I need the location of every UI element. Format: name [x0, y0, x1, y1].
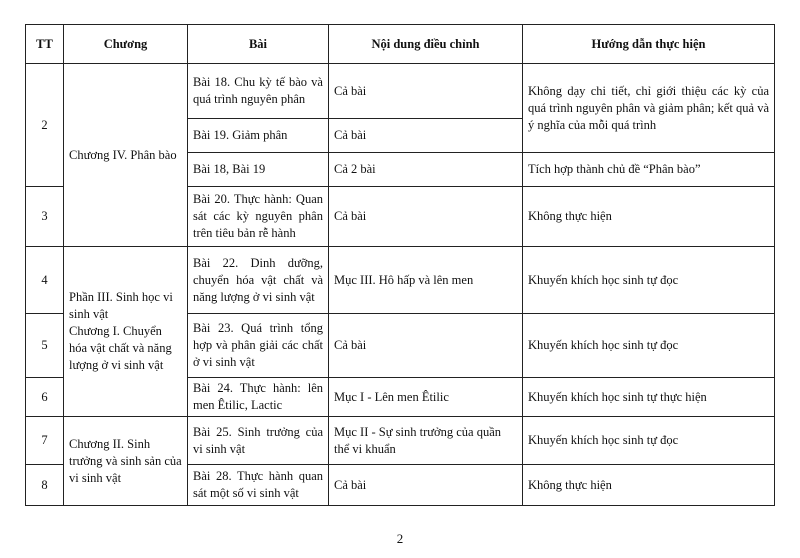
cell-noi-dung: Cả bài	[329, 64, 523, 119]
cell-tt: 8	[26, 465, 64, 506]
cell-chuong: Phần III. Sinh học vi sinh vật Chương I. Chuyển hóa vật chất và năng lượng ở vi sinh vật	[64, 247, 188, 417]
cell-noi-dung: Cả bài	[329, 119, 523, 153]
cell-huong-dan: Tích hợp thành chủ đề “Phân bào”	[523, 153, 775, 187]
adjustment-table	[25, 24, 775, 506]
cell-huong-dan: Không dạy chi tiết, chỉ giới thiệu các kỳ của quá trình nguyên phân và giảm phân; kết quả và ý nghĩa của mỗi quá trình	[523, 64, 775, 153]
cell-noi-dung: Cả bài	[329, 465, 523, 506]
cell-bai: Bài 18. Chu kỳ tế bào và quá trình nguyên phân	[188, 64, 329, 119]
cell-bai: Bài 22. Dinh dưỡng, chuyển hóa vật chất và năng lượng ở vi sinh vật	[188, 247, 329, 314]
cell-noi-dung: Cả 2 bài	[329, 153, 523, 187]
header-tt: TT	[26, 25, 64, 64]
cell-huong-dan: Khuyến khích học sinh tự đọc	[523, 417, 775, 465]
table-row	[26, 417, 775, 465]
table-row	[26, 247, 775, 314]
cell-huong-dan: Khuyến khích học sinh tự đọc	[523, 247, 775, 314]
cell-huong-dan: Không thực hiện	[523, 187, 775, 247]
header-chuong: Chương	[64, 25, 188, 64]
cell-huong-dan: Không thực hiện	[523, 465, 775, 506]
cell-bai: Bài 28. Thực hành quan sát một số vi sinh vật	[188, 465, 329, 506]
cell-tt: 4	[26, 247, 64, 314]
cell-bai: Bài 23. Quá trình tổng hợp và phân giải các chất ở vi sinh vật	[188, 314, 329, 378]
header-huong-dan: Hướng dẫn thực hiện	[523, 25, 775, 64]
cell-bai: Bài 19. Giảm phân	[188, 119, 329, 153]
cell-chuong: Chương IV. Phân bào	[64, 64, 188, 247]
cell-tt: 2	[26, 64, 64, 187]
cell-chuong: Chương II. Sinh trưởng và sinh sản của vi sinh vật	[64, 417, 188, 506]
page-number: 2	[396, 531, 404, 546]
cell-tt: 7	[26, 417, 64, 465]
cell-noi-dung: Cả bài	[329, 187, 523, 247]
table-row	[26, 64, 775, 119]
cell-bai: Bài 18, Bài 19	[188, 153, 329, 187]
header-noi-dung: Nội dung điều chỉnh	[329, 25, 523, 64]
cell-huong-dan: Khuyến khích học sinh tự đọc	[523, 314, 775, 378]
cell-bai: Bài 24. Thực hành: lên men Êtilic, Lactic	[188, 378, 329, 417]
cell-noi-dung: Mục I - Lên men Êtilic	[329, 378, 523, 417]
cell-bai: Bài 20. Thực hành: Quan sát các kỳ nguyên phân trên tiêu bản rễ hành	[188, 187, 329, 247]
table-header-row	[26, 25, 775, 64]
cell-tt: 5	[26, 314, 64, 378]
cell-huong-dan: Khuyến khích học sinh tự thực hiện	[523, 378, 775, 417]
cell-noi-dung: Mục II - Sự sinh trưởng của quần thể vi khuẩn	[329, 417, 523, 465]
cell-noi-dung: Mục III. Hô hấp và lên men	[329, 247, 523, 314]
cell-bai: Bài 25. Sinh trưởng của vi sinh vật	[188, 417, 329, 465]
cell-tt: 3	[26, 187, 64, 247]
cell-tt: 6	[26, 378, 64, 417]
header-bai: Bài	[188, 25, 329, 64]
cell-noi-dung: Cả bài	[329, 314, 523, 378]
